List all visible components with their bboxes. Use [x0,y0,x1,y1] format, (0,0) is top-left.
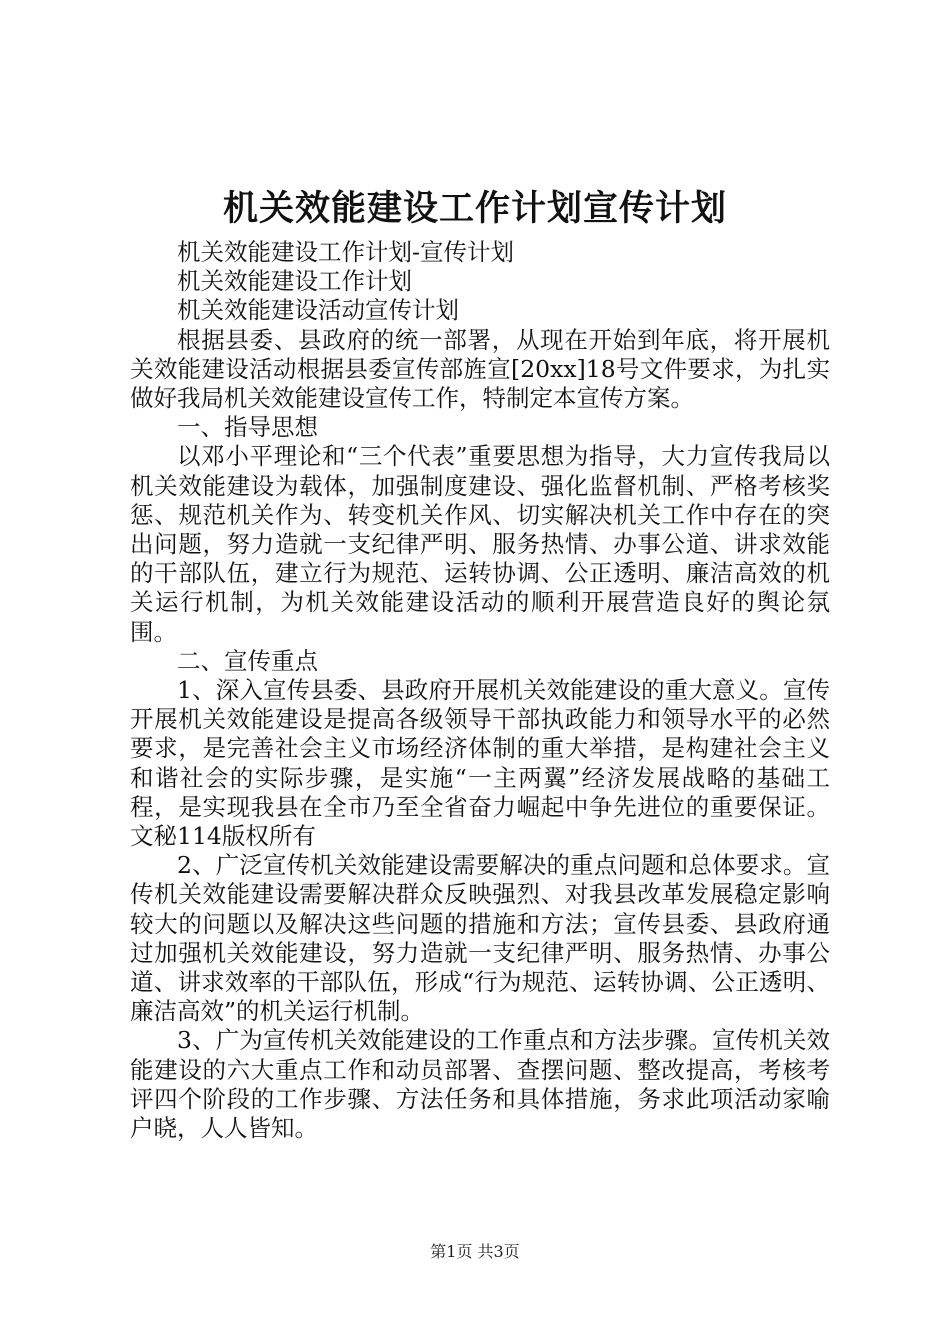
body-paragraph: 1、深入宣传县委、县政府开展机关效能建设的重大意义。宣传开展机关效能建设是提高各级领导干部执政能力和领导水平的必然要求，是完善社会主义市场经济体制的重大举措，是构建社会主义和谐社会的实际步骤，是实施“一主两翼”经济发展战略的基础工程，是实现我县在全市乃至全省奋力崛起中争先进位的重要保证。文秘114版权所有 [130,676,830,851]
section-heading: 二、宣传重点 [177,646,318,675]
document-body [130,238,830,1143]
body-paragraph: 以邓小平理论和“三个代表”重要思想为指导，大力宣传我局以机关效能建设为载体，加强制度建设、强化监督机制、严格考核奖惩、规范机关作为、转变机关作风、切实解决机关工作中存在的突出问题，努力造就一支纪律严明、服务热情、办事公道、讲求效能的干部队伍，建立行为规范、运转协调、公正透明、廉洁高效的机关运行机制，为机关效能建设活动的顺利开展营造良好的舆论氛围。 [130,442,830,646]
page-number-footer: 第1页 共3页 [430,1242,520,1261]
subtitle-line: 机关效能建设工作计划-宣传计划 [177,238,514,266]
intro-paragraph: 根据县委、县政府的统一部署，从现在开始到年底，将开展机关效能建设活动根据县委宣传部旌宣[20xx]18号文件要求，为扎实做好我局机关效能建设宣传工作，特制定本宣传方案。 [130,325,830,413]
body-paragraph: 2、广泛宣传机关效能建设需要解决的重点问题和总体要求。宣传机关效能建设需要解决群众反映强烈、对我县改革发展稳定影响较大的问题以及解决这些问题的措施和方法；宣传县委、县政府通过加强机关效能建设，努力造就一支纪律严明、服务热情、办事公道、讲求效率的干部队伍，形成“行为规范、运转协调、公正透明、廉洁高效”的机关运行机制。 [130,851,830,1026]
subtitle-line: 机关效能建设工作计划 [177,267,412,296]
page-title: 机关效能建设工作计划宣传计划 [222,188,727,229]
body-paragraph: 3、广为宣传机关效能建设的工作重点和方法步骤。宣传机关效能建设的六大重点工作和动员部署、查摆问题、整改提高，考核考评四个阶段的工作步骤、方法任务和具体措施，务求此项活动家喻户晓，人人皆知。 [130,1026,830,1143]
subtitle-line: 机关效能建设活动宣传计划 [177,296,459,325]
section-heading: 一、指导思想 [177,413,318,442]
